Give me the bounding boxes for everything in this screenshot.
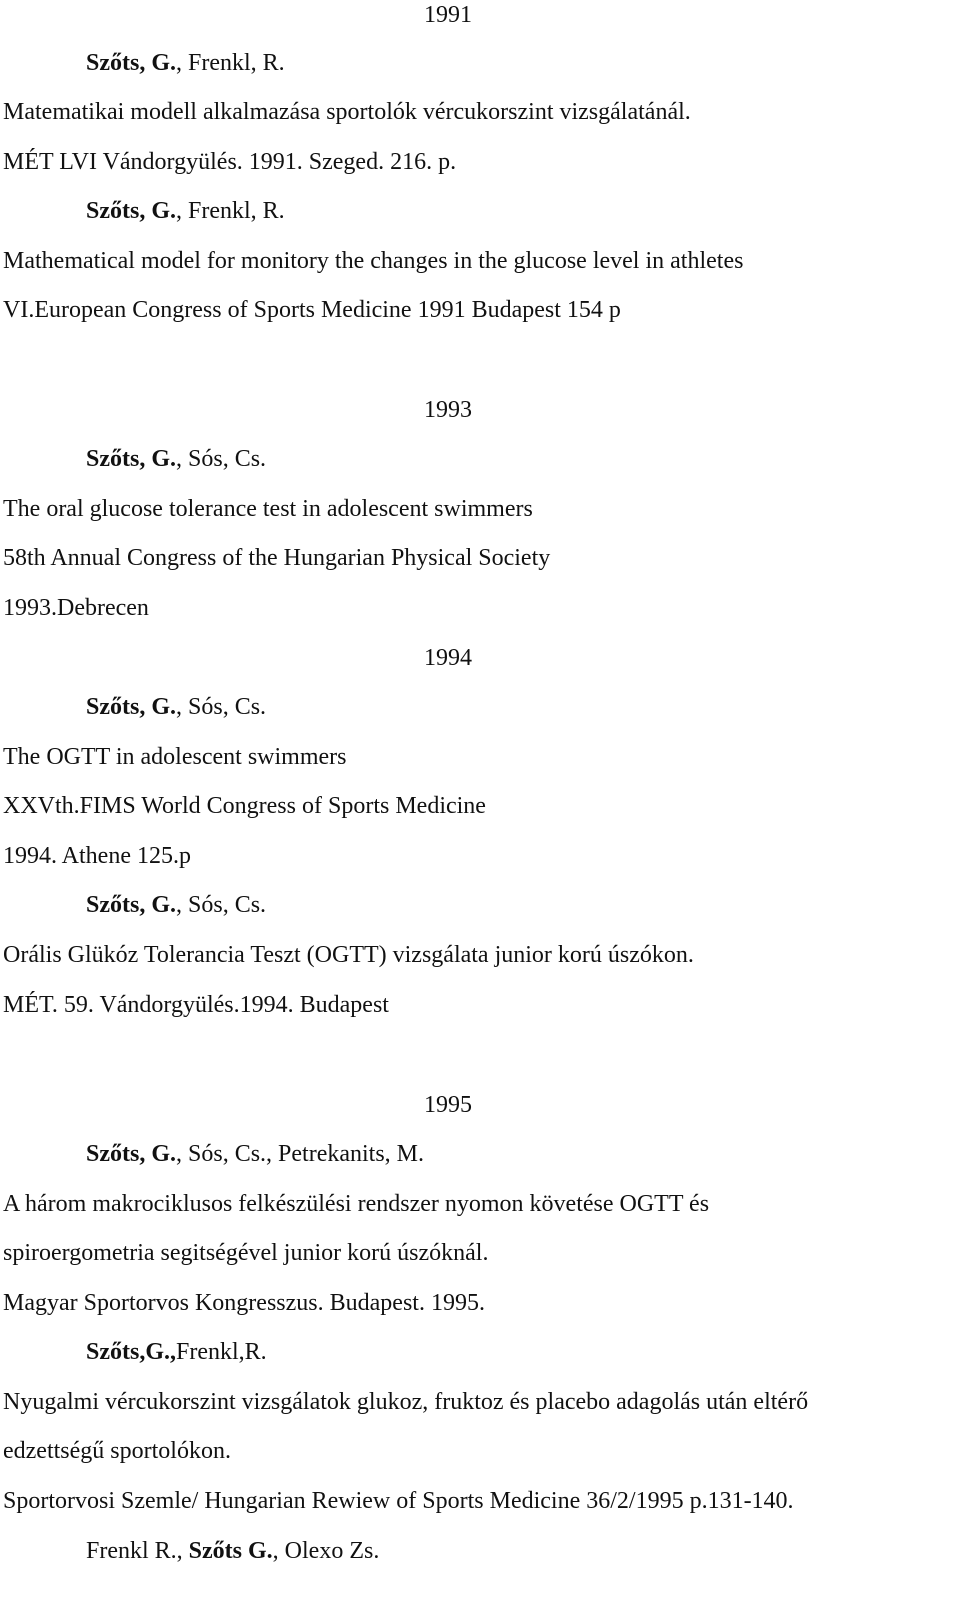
entry-authors xyxy=(86,692,266,722)
entry-authors xyxy=(86,1139,424,1169)
author-rest: , Frenkl, R. xyxy=(176,50,285,76)
author-pre: Frenkl R., xyxy=(86,1538,189,1564)
entry-title-cont: spiroergometria segitségével junior korú úszóknál. xyxy=(3,1240,489,1266)
author-rest: , Sós, Cs. xyxy=(176,892,267,918)
author-bold: Szőts,G., xyxy=(86,1339,176,1365)
entry-venue: 58th Annual Congress of the Hungarian Physical Society xyxy=(3,545,551,571)
entry-authors xyxy=(86,444,266,474)
entry-venue: MÉT LVI Vándorgyülés. 1991. Szeged. 216. p. xyxy=(3,149,457,175)
entry-venue: VI.European Congress of Sports Medicine 1991 Budapest 154 p xyxy=(3,297,621,323)
author-bold: Szőts, G. xyxy=(86,198,176,224)
entry-venue: MÉT. 59. Vándorgyülés.1994. Budapest xyxy=(3,992,389,1018)
entry-authors xyxy=(86,1337,267,1367)
entry-title: Nyugalmi vércukorszint vizsgálatok glukoz, fruktoz és placebo adagolás után eltérő xyxy=(3,1389,809,1415)
entry-title: Mathematical model for monitory the changes in the glucose level in athletes xyxy=(3,248,744,274)
entry-title: Orális Glükóz Tolerancia Teszt (OGTT) vizsgálata junior korú úszókon. xyxy=(3,942,694,968)
entry-venue: Sportorvosi Szemle/ Hungarian Rewiew of Sports Medicine 36/2/1995 p.131-140. xyxy=(3,1488,794,1514)
entry-title: A három makrociklusos felkészülési rendszer nyomon követése OGTT és xyxy=(3,1191,710,1217)
year-heading-1993: 1993 xyxy=(424,397,472,423)
author-rest: , Sós, Cs. xyxy=(176,694,267,720)
entry-place: 1994. Athene 125.p xyxy=(3,843,191,869)
entry-authors xyxy=(86,196,285,226)
author-bold: Szőts, G. xyxy=(86,446,176,472)
year-heading-1991: 1991 xyxy=(424,2,472,28)
entry-title: Matematikai modell alkalmazása sportolók vércukorszint vizsgálatánál. xyxy=(3,99,691,125)
author-rest: Frenkl,R. xyxy=(176,1339,267,1365)
entry-title: The OGTT in adolescent swimmers xyxy=(3,744,347,770)
entry-authors xyxy=(86,890,266,920)
author-bold: Szőts, G. xyxy=(86,50,176,76)
entry-authors xyxy=(86,1536,379,1566)
author-bold: Szőts, G. xyxy=(86,892,176,918)
year-heading-1995: 1995 xyxy=(424,1092,472,1118)
author-rest: , Sós, Cs. xyxy=(176,446,267,472)
entry-title-cont: edzettségű sportolókon. xyxy=(3,1438,231,1464)
entry-venue: Magyar Sportorvos Kongresszus. Budapest. 1995. xyxy=(3,1290,485,1316)
entry-authors xyxy=(86,48,285,78)
author-rest: , Sós, Cs., Petrekanits, M. xyxy=(176,1141,425,1167)
author-rest: , Olexo Zs. xyxy=(272,1538,380,1564)
author-rest: , Frenkl, R. xyxy=(176,198,285,224)
author-bold: Szőts, G. xyxy=(86,1141,176,1167)
entry-venue: XXVth.FIMS World Congress of Sports Medicine xyxy=(3,793,486,819)
author-bold: Szőts, G. xyxy=(86,694,176,720)
entry-place: 1993.Debrecen xyxy=(3,595,149,621)
entry-title: The oral glucose tolerance test in adolescent swimmers xyxy=(3,496,533,522)
year-heading-1994: 1994 xyxy=(424,645,472,671)
author-bold: Szőts G. xyxy=(188,1538,273,1564)
